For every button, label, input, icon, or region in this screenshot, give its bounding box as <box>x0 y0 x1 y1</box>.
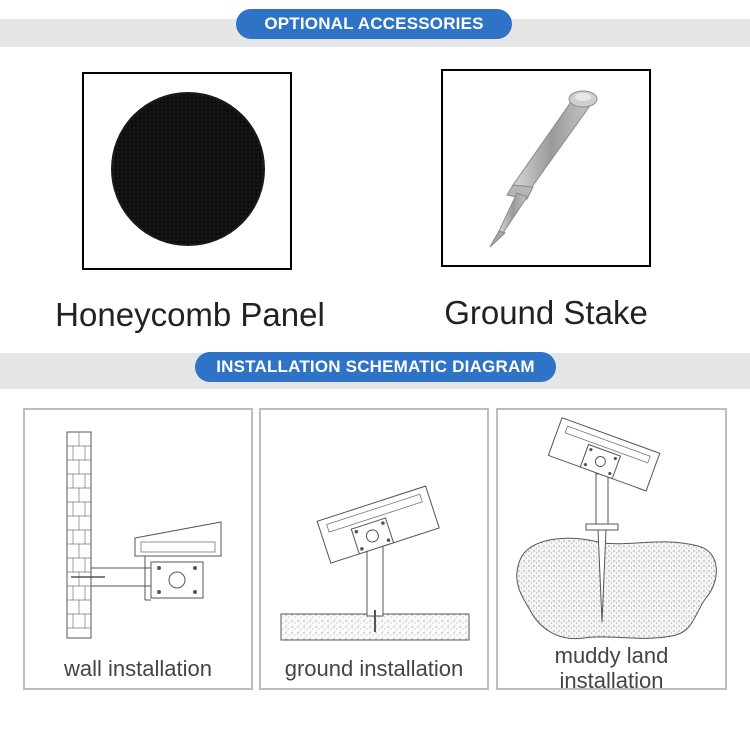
wall-installation-caption: wall installation <box>64 656 212 681</box>
muddy-land-caption-line1: muddy land <box>554 643 669 668</box>
ground-installation-caption: ground installation <box>284 656 464 681</box>
honeycomb-panel-label: Honeycomb Panel <box>55 296 325 333</box>
ground-stake-frame <box>441 69 651 267</box>
ground-stake-label: Ground Stake <box>444 294 648 331</box>
ground-installation-diagram <box>261 410 487 688</box>
honeycomb-panel-icon <box>84 74 290 268</box>
wall-installation-panel <box>23 408 253 690</box>
muddy-land-caption-line2: installation <box>559 668 664 693</box>
wall-installation-diagram <box>25 410 251 688</box>
accessories-header: OPTIONAL ACCESSORIES <box>236 9 512 39</box>
ground-stake-icon <box>443 71 649 265</box>
ground-installation-panel <box>259 408 489 690</box>
honeycomb-panel-frame <box>82 72 292 270</box>
installation-header: INSTALLATION SCHEMATIC DIAGRAM <box>195 352 556 382</box>
muddy-land-installation-panel <box>496 408 727 693</box>
